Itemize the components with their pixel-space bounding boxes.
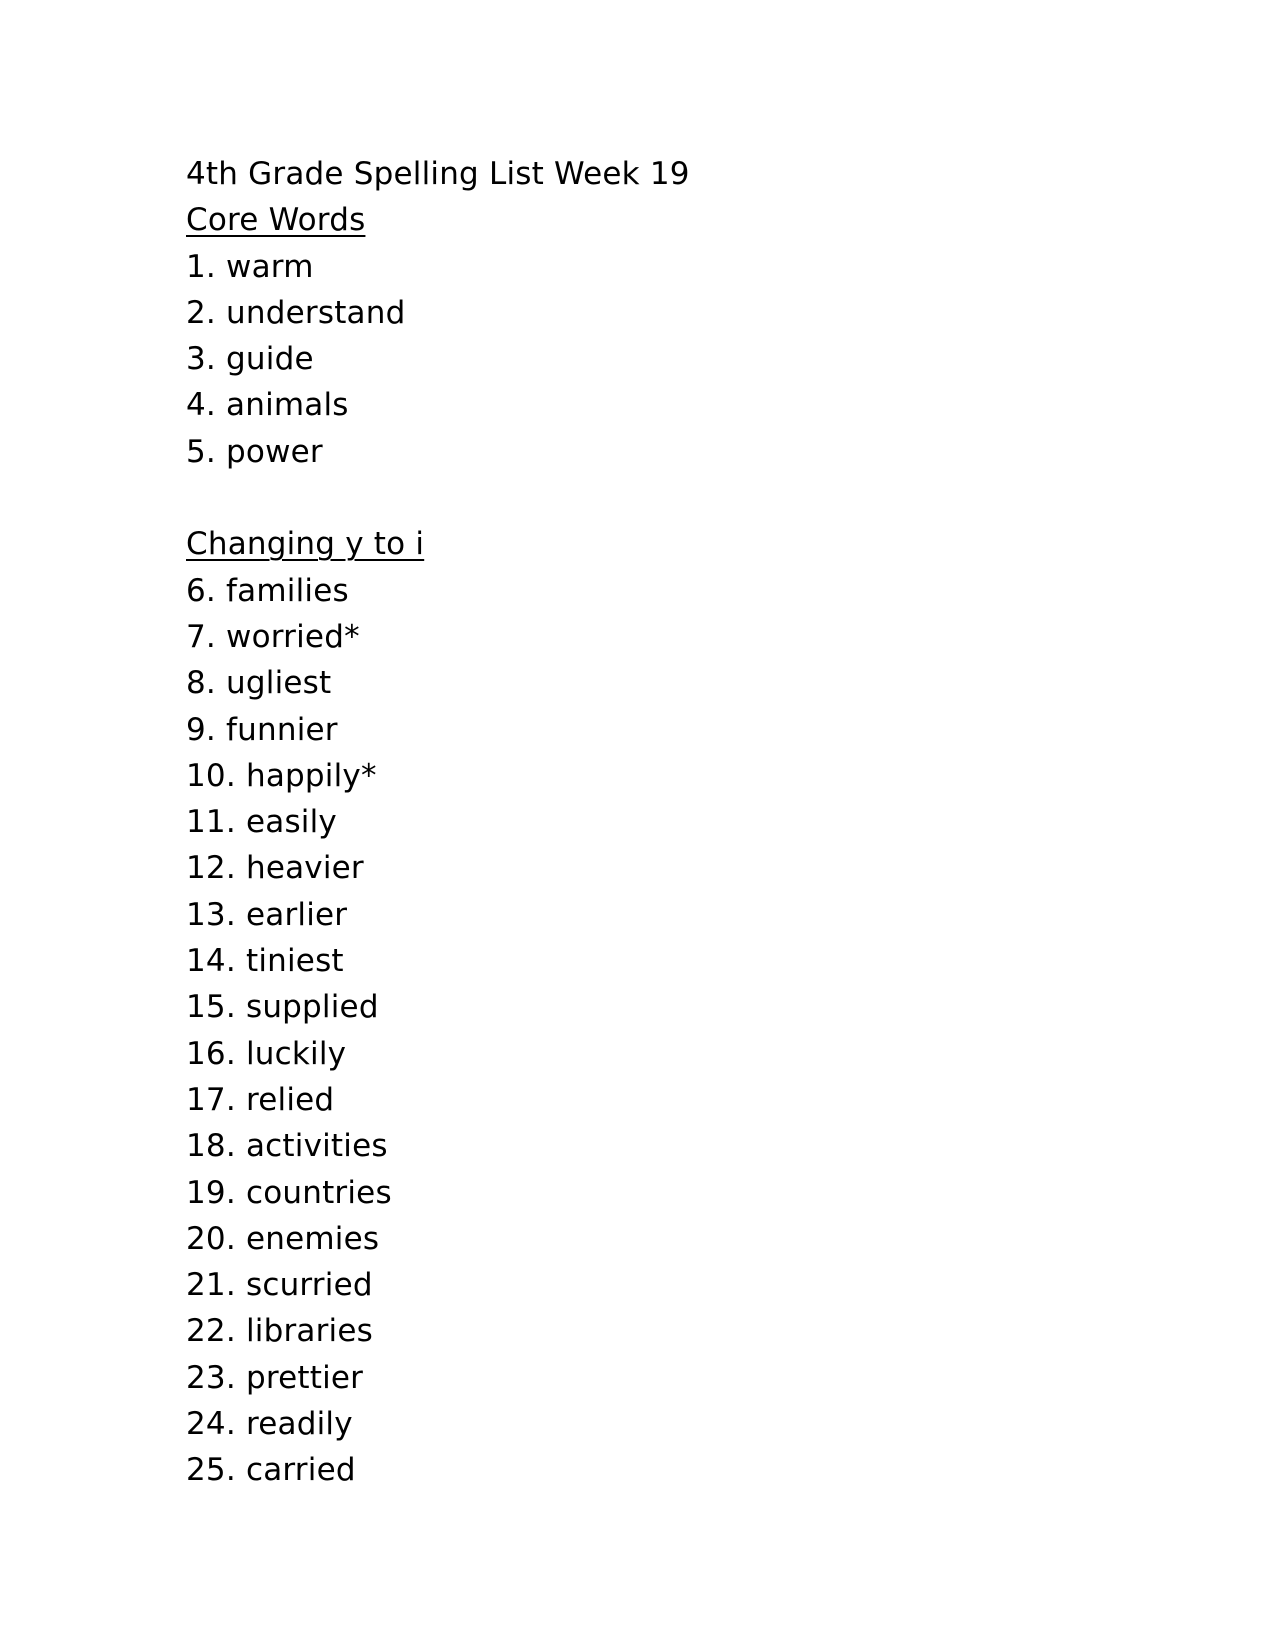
list-item — [186, 938, 1086, 984]
item-word: relied — [245, 1081, 335, 1118]
item-number: 8. — [186, 665, 216, 702]
item-number: 12. — [186, 850, 236, 887]
item-word: tiniest — [245, 943, 344, 980]
list-item — [186, 845, 1086, 891]
item-word: prettier — [245, 1359, 364, 1396]
item-word: worried* — [226, 618, 360, 655]
item-word: countries — [245, 1174, 392, 1211]
list-item — [186, 244, 1086, 290]
list-item — [186, 984, 1086, 1030]
item-word: funnier — [226, 711, 338, 748]
item-word: enemies — [245, 1220, 380, 1257]
item-number: 19. — [186, 1174, 236, 1211]
item-number: 18. — [186, 1128, 236, 1165]
list-item — [186, 892, 1086, 938]
item-word: carried — [245, 1452, 356, 1489]
section-heading-changing-y-to-i: Changing y to i — [186, 526, 425, 563]
spelling-list — [186, 151, 1086, 1494]
item-number: 1. — [186, 248, 216, 285]
item-word: activities — [245, 1128, 388, 1165]
item-number: 11. — [186, 804, 236, 841]
item-number: 20. — [186, 1220, 236, 1257]
list-item — [186, 429, 1086, 475]
item-number: 4. — [186, 387, 216, 424]
list-item — [186, 660, 1086, 706]
item-number: 22. — [186, 1313, 236, 1350]
item-number: 15. — [186, 989, 236, 1026]
page-title: 4th Grade Spelling List Week 19 — [186, 156, 690, 192]
list-item — [186, 568, 1086, 614]
item-number: 10. — [186, 757, 236, 794]
item-number: 2. — [186, 294, 216, 331]
item-word: easily — [245, 804, 337, 841]
item-number: 3. — [186, 341, 216, 378]
item-number: 23. — [186, 1359, 236, 1396]
list-item — [186, 1262, 1086, 1308]
item-word: power — [226, 433, 323, 470]
item-number: 9. — [186, 711, 216, 748]
item-word: families — [226, 572, 349, 609]
item-word: earlier — [245, 896, 348, 933]
item-word: scurried — [245, 1267, 373, 1304]
item-number: 25. — [186, 1452, 236, 1489]
item-number: 6. — [186, 572, 216, 609]
item-word: supplied — [245, 989, 379, 1026]
list-item — [186, 1123, 1086, 1169]
list-item — [186, 753, 1086, 799]
list-item — [186, 1216, 1086, 1262]
item-number: 21. — [186, 1267, 236, 1304]
item-word: understand — [226, 294, 406, 331]
list-item — [186, 1308, 1086, 1354]
list-item — [186, 1447, 1086, 1493]
item-word: readily — [245, 1406, 353, 1443]
section-heading-core-words: Core Words — [186, 202, 366, 239]
item-number: 7. — [186, 618, 216, 655]
item-number: 24. — [186, 1406, 236, 1443]
item-word: animals — [226, 387, 349, 424]
item-word: libraries — [245, 1313, 373, 1350]
list-item — [186, 382, 1086, 428]
item-word: heavier — [245, 850, 364, 887]
item-word: happily* — [245, 757, 377, 794]
list-item — [186, 1170, 1086, 1216]
item-number: 13. — [186, 896, 236, 933]
list-item — [186, 614, 1086, 660]
section-spacer — [186, 475, 1086, 521]
list-item — [186, 1077, 1086, 1123]
list-item — [186, 290, 1086, 336]
item-number: 5. — [186, 433, 216, 470]
item-word: luckily — [245, 1035, 347, 1072]
item-number: 14. — [186, 943, 236, 980]
list-item — [186, 1401, 1086, 1447]
item-number: 16. — [186, 1035, 236, 1072]
list-item — [186, 799, 1086, 845]
item-word: warm — [226, 248, 314, 285]
list-item — [186, 1031, 1086, 1077]
list-item — [186, 336, 1086, 382]
list-item — [186, 1355, 1086, 1401]
item-word: guide — [226, 341, 314, 378]
item-number: 17. — [186, 1081, 236, 1118]
list-item — [186, 707, 1086, 753]
item-word: ugliest — [226, 665, 332, 702]
